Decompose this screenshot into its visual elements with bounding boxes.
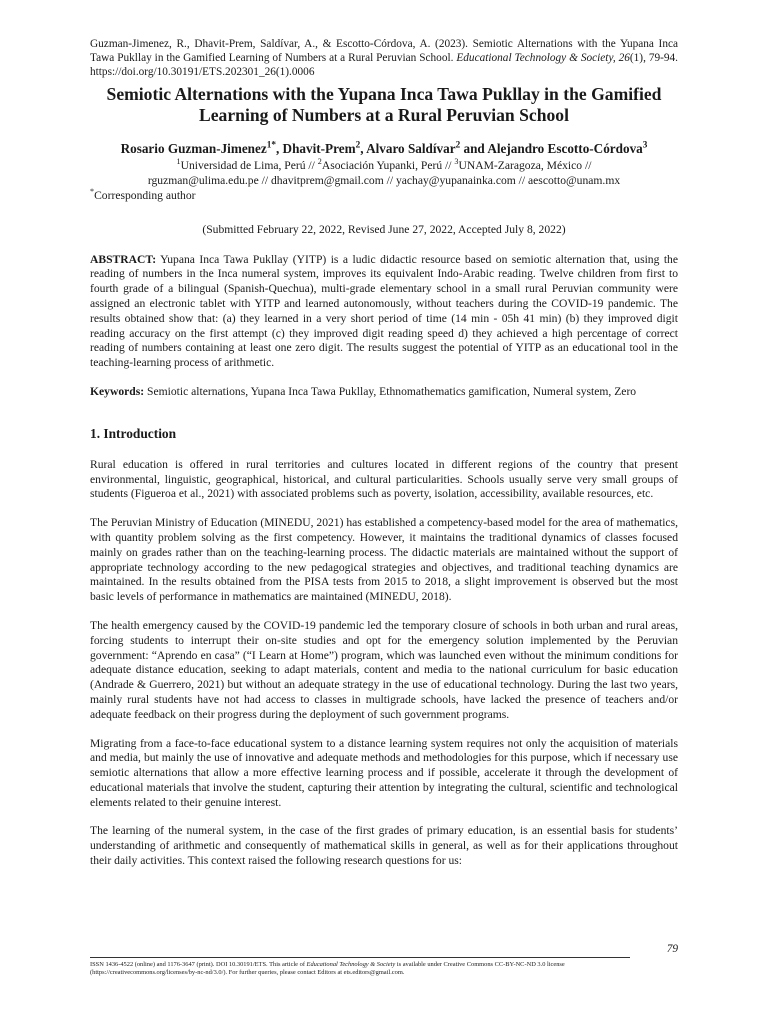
license-note-journal: Educational Technology & Society [306,961,396,968]
corresponding-author-note [90,186,678,203]
paper-title: Semiotic Alternations with the Yupana Inca Tawa Pukllay in the Gamified Learning of Numbers at a Rural Peruvian School [106,84,662,126]
body-paragraph: The health emergency caused by the COVID-19 pandemic led the temporary closure of schools in both urban and rural areas, forcing students to interrupt their on-site studies and opt for the emergency solution implemented by the Peruvian government: “Aprendo en casa” (“I Learn at Home”) program, which was launched even without the minimum conditions for adequate distance education, seeking to adapt materials, content and media to the national curriculum for basic education (Andrade & Guerrero, 2021) but without an adequate strategy in the use of educational technology. During the last two years, mainly rural students have not had access to classes in multigrade schools, have lacked the presence of teachers and/or adequate feedback on their progress during the deployment of such government programs. [90,618,678,721]
affiliation: Universidad de Lima, Perú // [180,159,318,173]
author-emails: rguzman@ulima.edu.pe // dhavitprem@gmail.com // yachay@yupanainka.com // aescotto@unam.mx [147,173,621,187]
abstract [90,253,678,371]
author-affiliation-mark: 3 [642,140,648,150]
keywords [90,385,678,400]
author: Alejandro Escotto-Córdova [487,141,643,157]
section-heading-introduction: 1. Introduction [90,425,177,441]
affiliation: UNAM-Zaragoza, México // [458,159,592,173]
author: Alvaro Saldívar [366,141,456,157]
body-paragraph: The Peruvian Ministry of Education (MINEDU, 2021) has established a competency-based model for the area of mathematics, with quantity problem solving as the first competency. However, it maintains the traditional dynamics of classes focused mainly on grades rather than on the teaching-learning process. The didactic materials are maintained without the support of appropriate technology according to the new pedagogical strategies and objectives, and traditional teaching dynamics are maintained. In the results obtained from the PISA tests from 2015 to 2018, a slight improvement is observed but the most basic levels of performance in mathematics are maintained (MINEDU, 2018). [90,516,678,604]
affiliation-mark: 2 [317,157,322,167]
author-affiliation-mark: 1* [266,140,276,150]
citation [90,38,678,79]
body-paragraph: Rural education is offered in rural territories and cultures located in different regions of the country that present environmental, linguistic, geographical, historical, and cultural particularities. Schools usually serve very small groups of students (Figueroa et al., 2021) with associated problems such as poverty, isolation, accessibility, available resources, etc. [90,457,678,501]
author-affiliation-mark: 2 [355,140,361,150]
abstract-label: ABSTRACT: [90,252,157,266]
keywords-label: Keywords: [90,384,145,398]
author: Dhavit-Prem [282,141,356,157]
affiliation: Asociación Yupanki, Perú // [321,159,455,173]
body-paragraph: The learning of the numeral system, in the case of the first grades of primary education, is an essential basis for students’ understanding of arithmetic and consequently of mathematical skills in general, as well as for their applications throughout their daily activities. This context raised the following research questions for us: [90,824,678,868]
citation-text: Guzman-Jimenez, R., Dhavit-Prem, Saldívar, A., & Escotto-Córdova, A. (2023). Semiotic Alternations with the Yupana Inca Tawa Pukllay in the Gamified Learning of Numbers at a Rural Peruvian School. [90,38,678,64]
submission-dates: (Submitted February 22, 2022, Revised June 27, 2022, Accepted July 8, 2022) [202,222,566,236]
license-note-prefix: ISSN 1436-4522 (online) and 1176-3647 (print). DOI 10.30191/ETS. This article of [90,961,307,968]
affiliation-mark: 1 [176,157,181,167]
body-paragraph: Migrating from a face-to-face educational system to a distance learning system requires not only the acquisition of materials and media, but mainly the use of innovative and adequate methods and methodologies for this purpose, which if necessary use semiotic alternations that allow a more effective learning process and if possible, accelerate it through the development of educational materials that involve the student, capturing their attention by integrating the cultural, scientific and technological elements related to their genuine interest. [90,736,678,809]
author-separator: , [360,141,367,157]
author-affiliation-mark: 2 [455,140,461,150]
citation-journal: Educational Technology & Society, 26 [456,51,630,64]
corresponding-mark: * [90,186,95,196]
footer-divider [90,957,630,958]
author-list [90,140,678,157]
affiliation-mark: 3 [454,157,459,167]
citation-issue-pages: (1), 79-94. https://doi.org/10.30191/ETS.202301_26(1).0006 [90,51,678,78]
abstract-text: Yupana Inca Tawa Pukllay (YITP) is a ludic didactic resource based on semiotic alternation that, using the reading of numbers in the Inca numeral system, improves its equivalent Indo-Arabic reading. Twelve children from first to fourth grade of a bilingual (Spanish-Quechua), multi-grade elementary school in a small rural Peruvian community were assigned an electronic tablet with YITP and learned autonomously, without teachers during the COVID-19 pandemic. The results obtained show that: (a) they learned in a very short period of time (14 min - 05h 41 min) (b) they improved digit reading accuracy on the first attempt (c) they improved digit reading speed d) they achieved a high percentage of correct reading of numbers containing at least one zero digit. The results suggest the potential of YITP as an educational tool in the teaching-learning process of arithmetic. [90,252,678,370]
author: Rosario Guzman-Jimenez [120,141,267,157]
paper-page [90,38,678,869]
license-note-suffix: is available under Creative Commons CC-BY-NC-ND 3.0 license (https://creativecommons.org/licenses/by-nc-nd/3.0/). For further queries, please contact Editors at ets.editors@gmail.com. [90,961,565,977]
page-number: 79 [666,943,678,955]
corresponding-label: Corresponding author [94,188,196,202]
author-separator: , [275,141,283,157]
license-note [90,961,630,978]
affiliations [90,159,678,188]
keywords-text: Semiotic alternations, Yupana Inca Tawa Pukllay, Ethnomathematics gamification, Numeral system, Zero [144,384,637,398]
author-separator: and [460,141,488,157]
